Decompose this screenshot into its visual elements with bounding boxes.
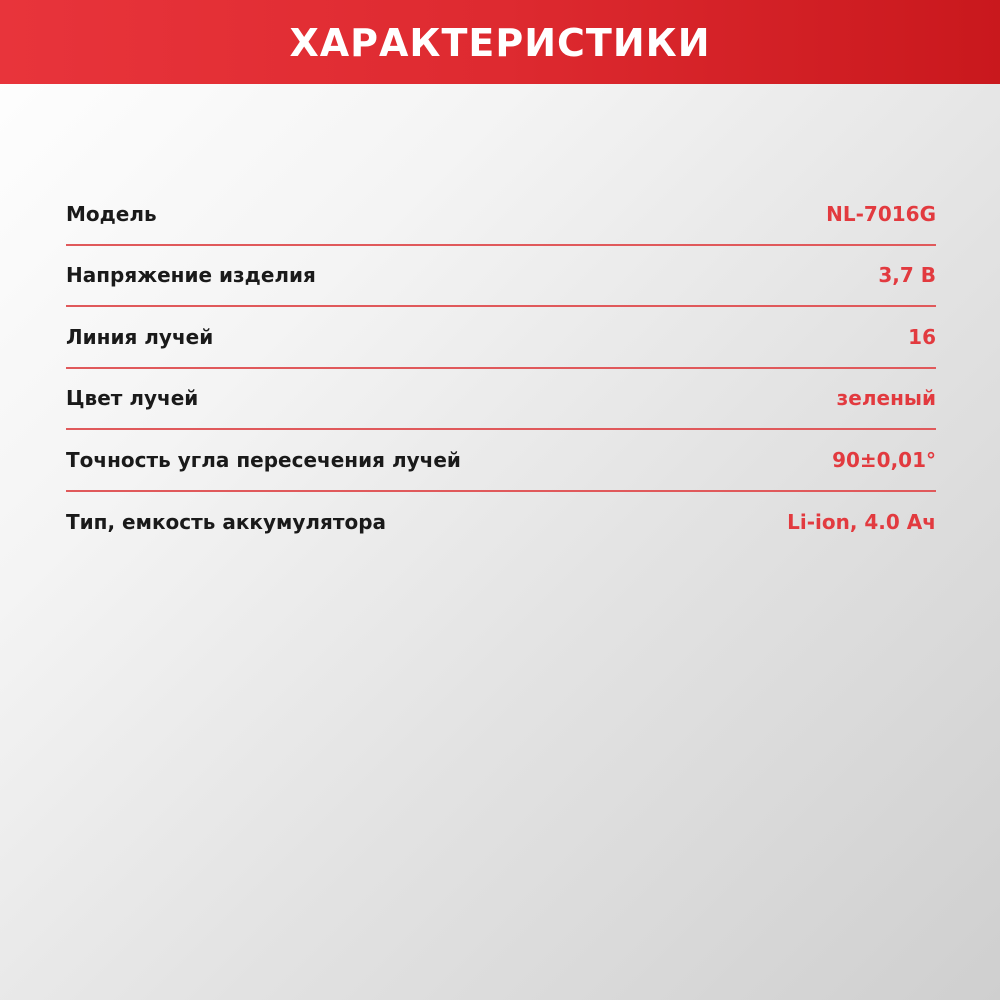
spec-label: Модель — [66, 201, 157, 226]
specs-table — [66, 184, 936, 553]
spec-label: Тип, емкость аккумулятора — [66, 510, 387, 535]
spec-value: зеленый — [836, 386, 936, 411]
spec-row-battery — [66, 492, 936, 554]
spec-label: Напряжение изделия — [66, 263, 316, 288]
spec-value: 90±0,01° — [832, 447, 936, 472]
spec-row-angle-accuracy — [66, 430, 936, 492]
header-banner — [0, 0, 1000, 84]
spec-label: Цвет лучей — [66, 386, 199, 411]
spec-value: Li-ion, 4.0 Ач — [787, 510, 936, 535]
spec-value: 16 — [908, 324, 936, 349]
spec-row-model — [66, 184, 936, 246]
spec-label: Точность угла пересечения лучей — [66, 447, 461, 472]
page-title: ХАРАКТЕРИСТИКИ — [289, 21, 711, 65]
spec-row-beam-color — [66, 369, 936, 431]
spec-value: 3,7 В — [878, 263, 936, 288]
spec-label: Линия лучей — [66, 324, 214, 349]
spec-row-voltage — [66, 246, 936, 308]
spec-row-beam-lines — [66, 307, 936, 369]
spec-value: NL-7016G — [826, 201, 936, 226]
